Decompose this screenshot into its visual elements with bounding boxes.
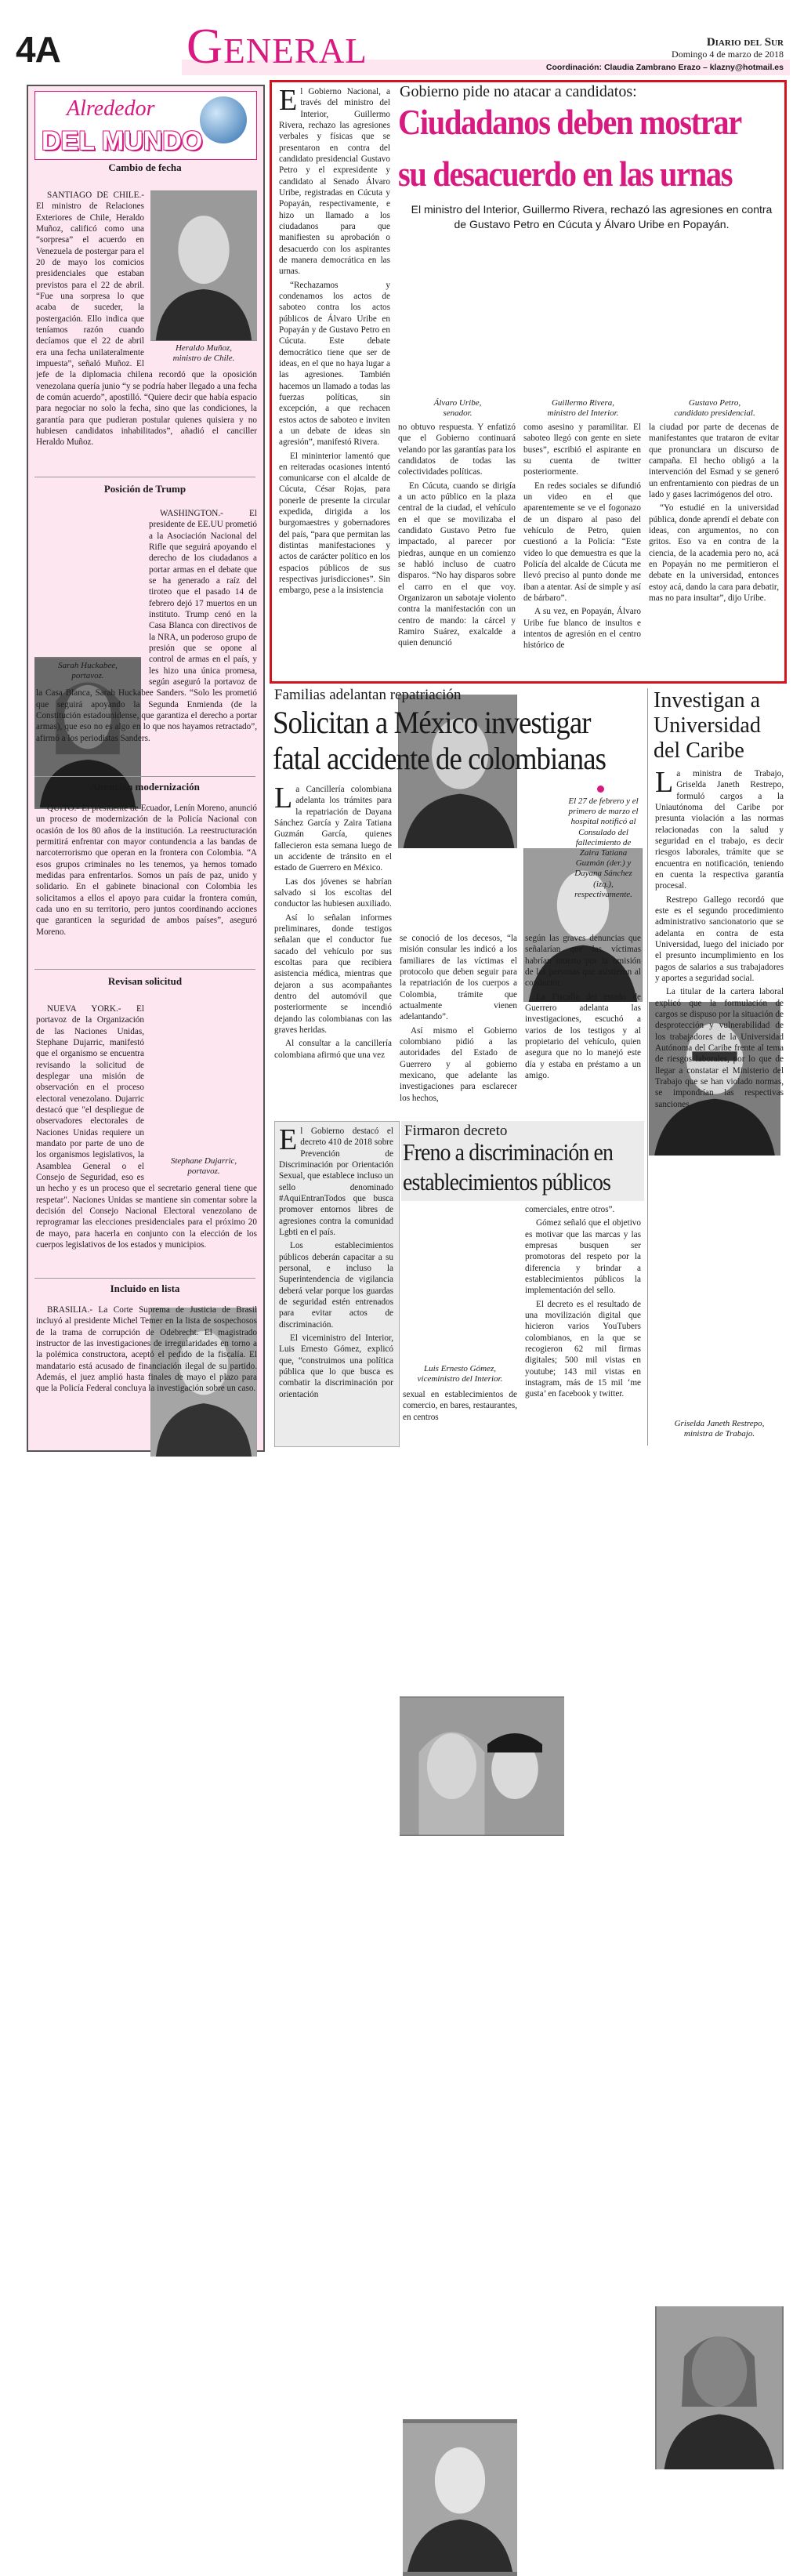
uribe-caption-1: Álvaro Uribe, (433, 398, 482, 408)
pink-bullet (597, 785, 604, 793)
discrim-headline-1: Freno a discriminación en (403, 1138, 614, 1166)
mexico-col1c-text: Así lo señalan informes preliminares, donde testigos señalan que el conductor fue sacado del vehículo por sus escoltas para que recibiera asistencia médica, mientras que dejaron a sus acompañantes dentro del automóvil que posteriormente se incendió dejando las colombianas con las graves heridas. (274, 912, 392, 1035)
mexico-col3-text: según las graves denuncias que señalarían que las víctimas habrían muerto por la omisión de las personas que asistieron al conductor. (525, 934, 641, 989)
mexico-col1b-text: Las dos jóvenes se habrían salvado si los escoltas del conductor las hubiesen auxiliado. (274, 876, 392, 909)
griselda-restrepo-photo (655, 2306, 784, 2469)
victims-photo (400, 1696, 564, 1836)
lead-col1c-text: El mininterior lamentó que en reiteradas ocasiones intentó comunicarse con el alcalde de Cúcuta, César Rojas, para ponerle de presente la circular expedida, dirigida a los burgomaestres y gobernadores del país, “para que permitan las distintas manifestaciones y actos de carácter político en los espacios públicos de sus respectivas jurisdicciones”. Sin embargo, pese a la insistencia (279, 451, 390, 596)
rivera-caption-2: ministro del Interior. (547, 408, 619, 418)
lead-dropcap: E (279, 86, 298, 117)
revisan-text: NUEVA YORK.- El portavoz de la Organización de las Naciones Unidas, Stephane Dujarric, manifestó que el organismo se encuentra revisando la solicitud de desplegar una misión de observación en el proceso electoral venezolano. Dujarric destacó que "el despliegue de observadores electorales de Naciones Unidas requiere un mandato por parte de uno de los organismos legislativos, la Asamblea General o el Consejo de Seguridad, eso es un hecho y es un proceso que el secretario general tiene que respetar". Naciones Unidas se mantiene sin comentar sobre la decisión del Consejo Nacional Electoral venezolano de reprogramar las elecciones presidenciales para el próximo 20 de mayo, para hacerla en conjunto con la elección de los cuerpos legislativos de los estados y municipios. (36, 1004, 257, 1250)
mexico-headline-2: fatal accidente de colombianas (273, 741, 607, 776)
discrim-col3c-text: El decreto es el resultado de una movilización digital que hicieron varios YouTubers colombianos, en la que se recogieron 62 mil firmas digitales; 500 mil vistas en youtube; 143 mil vistas en instagram, más de 15 mil ‘me gusta’ en facebook y twitter. (525, 1299, 641, 1399)
mexico-col-1 (274, 784, 392, 1118)
lead-col2-text: no obtuvo respuesta. Y enfatizó que el Gobierno continuará velando por las garantías para los candidatos de todas las colectividades políticas. (398, 423, 516, 477)
mexico-col2-text: se conoció de los decesos, “la misión consular les indicó a los familiares de las víctimas el protocolo que deben seguir para la repatriación de los cuerpos a Colombia, trámite que actualmente vienen adelantando”. (400, 934, 517, 1022)
mexico-col1d-text: Al consultar a la cancillería colombiana afirmó que una vez (274, 1039, 392, 1060)
divider (34, 776, 255, 777)
discrim-kicker: Firmaron decreto (404, 1123, 508, 1139)
petro-caption-2: candidato presidencial. (674, 408, 755, 418)
mexico-col-2 (400, 933, 517, 1118)
cambio-body (36, 190, 257, 473)
munoz-caption-1: Heraldo Muñoz, (175, 343, 233, 353)
lead-kicker: Gobierno pide no atacar a candidatos: (400, 83, 637, 100)
caribe-dropcap: L (655, 768, 674, 799)
brand-name: Diario del Sur (706, 36, 784, 49)
victims-caption: El 27 de febrero y el primero de marzo el hospital notificó al Consulado del fallecimiento de Zaira Tatiana Guzmán (der.) y Dayana Sánchez (izq.), respectivamente. (568, 796, 639, 899)
mexico-col2b-text: Así mismo el Gobierno colombiano pidió a las autoridades del Estado de Guerrero y al gobierno mexicano, que adelante las investigaciones para esclarecer los hechos, (400, 1025, 517, 1103)
mexico-dropcap: L (274, 784, 293, 815)
trump-body (36, 508, 257, 773)
discrim-col2-text: sexual en establecimientos de comercio, en bares, restaurantes, en centros (403, 1390, 517, 1422)
lead-col3c-text: A su vez, en Popayán, Álvaro Uribe fue blanco de insultos e intentos de agresión en el centro histórico de (523, 607, 641, 651)
lead-col2b-text: En Cúcuta, cuando se dirigía a un acto público en la plaza central de la ciudad, el vehículo en el que se movilizaba el candidato Gustavo Petro fue impactado, al parecer por piedras, aunque en un comienzo se habló incluso de cuatro disparos. “No hay disparos sobre el carro en el que voy. Organizaron un sabotaje violento contra la manifestación con un centro de mando: la cárcel y Ramiro Suárez, exalcalde a quien denunció (398, 481, 516, 648)
caribe-p3: La titular de la cartera laboral explicó que la formulación de cargos se dispuso por la situación de desprotección y vulnerabilidad de los trabajadores de la Universidad Autónoma del Caribe frente al tema de riesgos laborales, por lo que de llegar a constatar el Ministerio del Trabajo que se han violado normas, se impondrían las respectivas sanciones. (655, 987, 784, 1109)
lead-col1-text: l Gobierno Nacional, a través del ministro del Interior, Guillermo Rivera, rechazo las agresiones verbales y físicas que se presentaron en contra del candidato presidencial Gustavo Petro y el expresidente y candidato al Senado Álvaro Uribe, registradas en Cúcuta y Popayán, respectivamente, e hizo un llamado a los ciudadanos para que manifiesten su aprobación o desacuerdo con los aspirantes de manera democrática en las urnas. (279, 87, 390, 277)
banner-bottom: DEL MUNDO (42, 126, 203, 156)
sidebar-title-trump: Posición de Trump (103, 483, 186, 495)
caribe-p1: a ministra de Trabajo, Griselda Janeth Restrepo, formuló cargos a la Uniautónoma del Caribe por presunta violación a las normas relacionadas con la salud y seguridad en el trabajo, es decir riesgos laborales, trámite que se encuentra en notificación, teniendo en cuenta la respectiva garantía procesal. (655, 769, 784, 891)
sidebar-title-incluido: Incluido en lista (110, 1283, 180, 1294)
rivera-caption-1: Guillermo Rivera, (551, 398, 615, 408)
world-banner (34, 91, 257, 160)
lead-col-4 (649, 422, 779, 679)
decree-dropcap: E (279, 1126, 298, 1156)
trump-text: WASHINGTON.- El presidente de EE.UU prometió a la Asociación Nacional del Rifle que seguirá apoyando el derecho de los ciudadanos a portar armas en el debate que se ha generado a raíz del tiroteo que el pasado 14 de febrero dejó 17 muertos en un instituto. Trump cenó en la Casa Blanca con directivos de la NRA, un poderoso grupo de presión que se opone al control de armas en el país, y les hizo una única promesa, según aseguró la portavoz de la Casa Blanca, Sarah Huckabee Sanders. “Solo les prometió que seguirá apoyando la Segunda Enmienda (de la Constitución estadounidense, que garantiza el derecho a portar armas), que eso no es algo en lo que nos hayamos retractado”, afirmó a los periodistas Sanders. (36, 509, 257, 743)
page-number: 4A (16, 29, 60, 70)
sidebar-title-modernizacion: Anuncian modernización (90, 781, 200, 793)
revisan-body (36, 1003, 257, 1279)
divider (34, 969, 255, 970)
uribe-caption-2: senador. (443, 408, 473, 418)
caribe-body (655, 768, 784, 1254)
caribe-headline-3: del Caribe (654, 738, 744, 763)
section-title: General (186, 18, 368, 74)
issue-date: Domingo 4 de marzo de 2018 (672, 49, 784, 60)
restrepo-caption-2: ministra de Trabajo. (683, 1429, 755, 1439)
cambio-text: SANTIAGO DE CHILE.- El ministro de Relaciones Exteriores de Chile, Heraldo Muñoz, calificó como una “sorpresa” el acuerdo en Venezuela de postergar para el 20 de mayo los comicios presidenciales que estaban previstos para el 22 de abril. “Fue una sorpresa lo que acaba de suceder, la postergación. Ello indica que teníamos razón cuando decíamos que el 22 de abril era una fecha unilateralmente impuesta”, señaló Muñoz. El jefe de la diplomacia chilena recordó que la oposición venezolana quería junio “y se podría haber llegado a una fecha de común acuerdo”, apostilló. “Quiere decir que había espacio para negociar no solo la fecha, sino que las condiciones, la garantía para que pudieran postular quienes quisiera y no hubiesen candidatos inhabilitados”, añadió el canciller Heraldo Muñoz. (36, 190, 257, 448)
lead-col4-text: la ciudad por parte de decenas de manifestantes que trataron de evitar que pronunciara un discurso de campaña. El hecho obligó a la intervención del Esmad y se generó un enfrentamiento con piedras de un lado y gases lacrimógenos del otro. (649, 423, 779, 499)
lead-col-3 (523, 422, 641, 679)
mexico-col1-text: a Cancillería colombiana adelanta los trámites para la repatriación de Dayana Sánchez García y Zaira Tatiana Guzmán García, quienes fallecieron esta semana luego de un accidente de tránsito en el estado de Guerrero en México. (274, 785, 392, 873)
mexico-col-3 (525, 933, 641, 1118)
gomez-caption-1: Luis Ernesto Gómez, (424, 1364, 496, 1373)
modernizacion-body (36, 803, 257, 975)
huckabee-caption-1: Sarah Huckabee, (58, 661, 118, 670)
caribe-headline-1: Investigan a (654, 688, 761, 713)
modernizacion-text: QUITO.- El presidente de Ecuador, Lenín Moreno, anunció un proceso de modernización de la Policía Nacional con ocasión de los 80 años de la institución. La reestructuración permitirá enfrentar con mayor contundencia a las bandas de narcoterrorismo que operan en la frontera con Colombia. “A esos grupos criminales no les tenemos, ya hemos tomado medidas para enfrentarlos. Somos un país de paz, unido y solidario. En el gabinete binacional con Colombia les solicitamos a ellos el apoyo para cuidar la frontera común, cada uno en su territorio, pero juntos coordinando acciones que garanticen la seguridad de ambos países”, aseguró Moreno. (36, 804, 257, 937)
lead-col-2 (398, 422, 516, 679)
lead-deck: El ministro del Interior, Guillermo Rivera, rechazó las agresiones en contra de Gustavo Petro en Cúcuta y Álvaro Uribe en Popayán. (411, 203, 773, 230)
lead-headline-2: su desacuerdo en las urnas (398, 154, 733, 194)
lead-col3-text: como asesino y paramilitar. El saboteo llegó con gente en siete buses”, escribió el aspirante en su cuenta de twitter posteriormente. (523, 423, 641, 477)
dujarric-caption-2: portavoz. (187, 1166, 220, 1176)
luis-ernesto-gomez-photo (403, 2419, 517, 2576)
restrepo-caption-1: Griselda Janeth Restrepo, (674, 1419, 765, 1428)
decree-box3-text: El viceministro del Interior, Luis Ernesto Gómez, explicó que, “construimos una política pública que lo que busca es combatir la discriminación por orientación (279, 1333, 393, 1399)
lead-col3b-text: En redes sociales se difundió un video en el que aparentemente se ve el fogonazo de un disparo al paso del vehículo de Petro, quien cuestionó a la Policía: “Este video lo que demuestra es que la Policía del alcalde de Cúcuta me llevó preciso al punto donde me iban a atentar. Así de simple y así de bárbaro”. (523, 481, 641, 603)
decree-box-body (279, 1126, 393, 1442)
lead-col-1 (279, 86, 390, 676)
caribe-p2: Restrepo Gallego recordó que este es el segundo procedimiento administrativo sancionatorio que se adelanta en contra de esta Universidad, luego del iniciado por el presunto incumplimiento en los pagos de salarios a sus trabajadores y aportes a seguridad social. (655, 894, 784, 983)
discrim-col3b-text: Gómez señaló que el objetivo es motivar que las marcas y las empresas busquen ser promotoras del respeto por la diferencia y brindar a establecimientos públicos la implementación del sello. (525, 1218, 641, 1296)
caribe-headline-2: Universidad (654, 713, 761, 738)
discrim-col-3 (525, 1204, 641, 1446)
munoz-caption-2: ministro de Chile. (172, 354, 235, 363)
sidebar-title-revisan: Revisan solicitud (107, 975, 183, 987)
banner-top: Alrededor (67, 96, 155, 121)
incluido-text: BRASILIA.- La Corte Suprema de Justicia de Brasil incluyó al presidente Michel Temer en la lista de sospechosos de la trama de corrupción de Odebrecht. El magistrado instructor de las investigaciones de irregularidades en torno a la polémica constructora, aceptó el pedido de la fiscalía. El mandatario está acusado de financiación ilegal de su partido. Además, el juez amplió hasta finales de mayo el plazo para que la Policía Federal concluya la investigación sobre un caso. (36, 1305, 257, 1394)
globe-icon (200, 96, 247, 143)
mexico-kicker: Familias adelantan repatriación (274, 687, 462, 703)
petro-caption-1: Gustavo Petro, (688, 398, 741, 408)
dujarric-caption-1: Stephane Dujarric, (170, 1156, 237, 1166)
lead-col4b-text: “Yo estudié en la universidad pública, donde aprendí el debate con ideas, con argumentos, no con gritos. Eso va en contra de la ciencia, de la academia pero no, acá en Popayán no me permitieron el debate en la universidad, entonces estoy acá, dando la cara para debatir, mas no para insultar”, dijo Uribe. (649, 503, 779, 603)
divider (34, 1278, 255, 1279)
lead-headline-1: Ciudadanos deben mostrar (398, 103, 741, 142)
lead-col1b-text: “Rechazamos y condenamos los actos de saboteo contra los actos públicos de Álvaro Uribe en Popayán y de Gustavo Petro en Cúcuta. Este debate democrático tiene que ser de ideas, en el que no haya lugar a las agresiones. También hacemos un llamado a todas las fuerzas políticas, sin excepción, a que rechacen estos actos de saboteo e inviten a un debate de ideas sin agresión”, manifestó Rivera. (279, 280, 390, 448)
decree-box2-text: Los establecimientos públicos deberán capacitar a su personal, e incluso la Superintendencia de vigilancia deberá velar porque los guardas de seguridad estén entrenados para evitar actos de discriminación. (279, 1241, 393, 1330)
mexico-col3b-text: La Fiscalía del estado de Guerrero adelanta las investigaciones, escuchó a varios de los testigos y al propietario del vehículo, quien asegura que no lo manejó este día y estaba en préstamo a un amigo. (525, 992, 641, 1080)
incluido-body (36, 1304, 257, 1446)
discrim-col-2 (403, 1389, 517, 1446)
decree-box-text: l Gobierno destacó el decreto 410 de 2018 sobre Prevención de Discriminación por Orientación Sexual, que establece incluso un sello denominado #AquiEntranTodos que busca promover entornos libres de agresiones contra la comunidad Lgbti en el país. (279, 1127, 393, 1237)
sidebar-title-cambio: Cambio de fecha (108, 161, 182, 173)
coordination-credit: Coordinación: Claudia Zambrano Erazo – klazny@hotmail.es (545, 63, 784, 72)
huckabee-caption-2: portavoz. (71, 671, 104, 680)
mexico-headline-1: Solicitan a México investigar (273, 705, 591, 740)
discrim-col3-text: comerciales, entre otros”. (525, 1205, 615, 1214)
gomez-caption-2: viceministro del Interior. (417, 1374, 503, 1384)
discrim-headline-2: establecimientos públicos (403, 1168, 610, 1195)
caribe-rule (647, 688, 648, 1446)
